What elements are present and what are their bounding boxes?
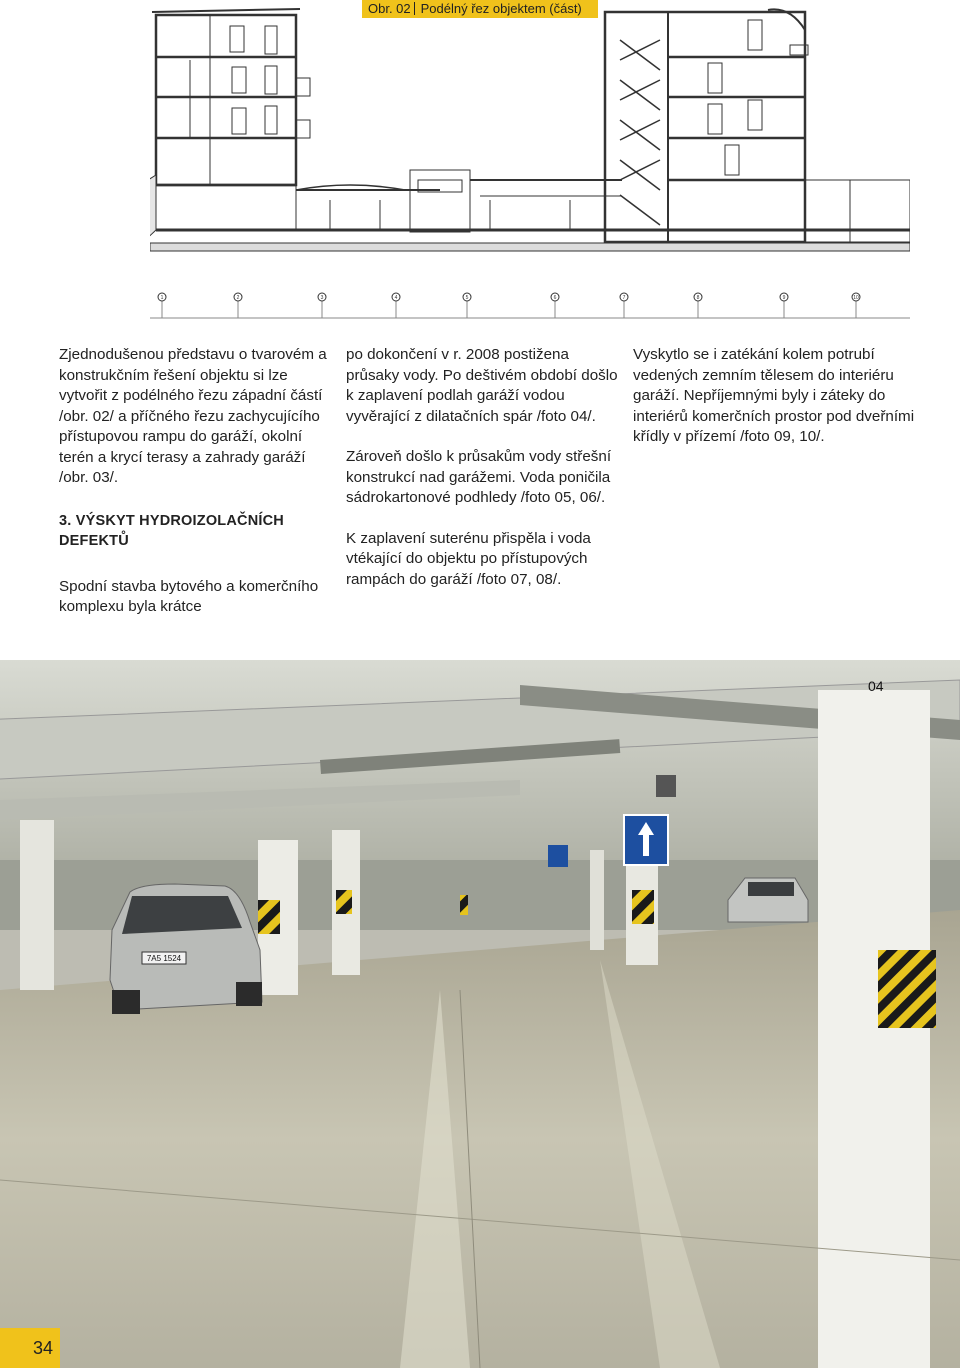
paragraph: K zaplavení suterénu přispěla i voda vtékající do objektu po přístupových rampách do garáží /foto 07, 08/. (346, 529, 591, 588)
section-heading: 3. VÝSKYT HYDROIZOLAČNÍCH DEFEKTŮ (59, 512, 284, 549)
text-column-3 (633, 345, 923, 468)
page-number: 34 (0, 1328, 60, 1368)
paragraph: Zároveň došlo k průsakům vody střešní konstrukcí nad garážemi. Voda poničila sádrokartonové podhledy /foto 05, 06/. (346, 448, 612, 506)
left-building-outline (156, 15, 296, 185)
figure-number: Obr. 02 (368, 1, 411, 16)
license-plate: 7A5 1524 (146, 954, 182, 963)
paragraph: Vyskytlo se i zatékání kolem potrubí vedených zemním tělesem do interiéru garáží. Nepříjemnými byly i záteky do interiérů komerčních prostor pod dveřními křídly v přízemí /foto 09, 10/. (633, 346, 915, 445)
axis-label: 6 (553, 295, 557, 301)
axis-label: 8 (696, 295, 700, 301)
right-building-outline (605, 12, 805, 242)
photo-number: 04 (868, 678, 884, 694)
text-column-1 (59, 345, 334, 638)
axis-label: 1 (160, 295, 164, 301)
body-paragraph: Spodní stavba bytového a komerčního komplexu byla krátce (59, 577, 319, 615)
axis-label: 5 (465, 295, 469, 301)
garage-photo (0, 660, 960, 1368)
section-drawing (150, 0, 910, 330)
text-column-2 (346, 345, 621, 610)
figure-title: Podélný řez objektem (část) (420, 1, 582, 16)
intro-paragraph: Zjednodušenou představu o tvarovém a konstrukčním řešení objektu si lze vytvořit z podélného řezu západní částí /obr. 02/ a příčného řezu zachycujícího přístupovou rampu do garáží, okolní terén a krycí terasy a zahrady garáží /obr. 03/. (59, 346, 327, 486)
axis-label: 10 (853, 295, 859, 301)
axis-label: 2 (236, 295, 240, 301)
paragraph: po dokončení v r. 2008 postižena průsaky vody. Po deštivém období došlo k zaplavení podlah garáží vodou vyvěrající z dilatačních spár /foto 04/. (346, 346, 618, 425)
axis-label: 9 (782, 295, 786, 301)
axis-label: 3 (320, 295, 324, 301)
axis-label: 4 (394, 295, 398, 301)
axis-label: 7 (622, 295, 626, 301)
